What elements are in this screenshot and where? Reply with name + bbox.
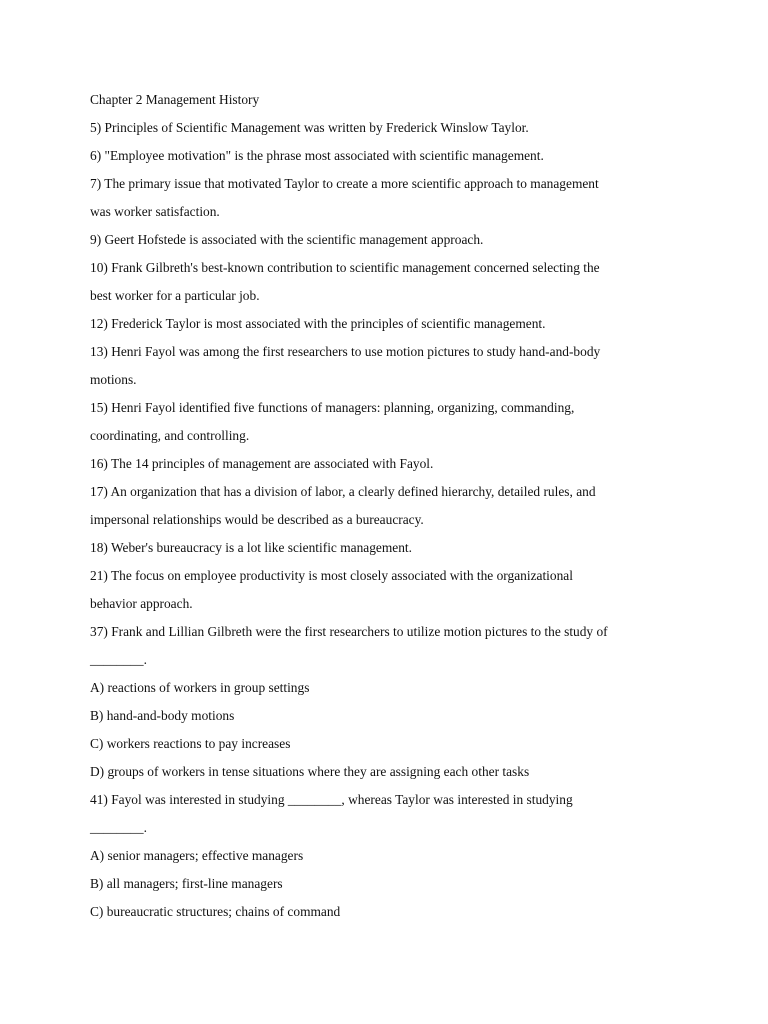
text-line: was worker satisfaction. bbox=[90, 204, 220, 219]
answer-option: C) bureaucratic structures; chains of command bbox=[90, 904, 341, 919]
text-line: best worker for a particular job. bbox=[90, 288, 260, 303]
text-line: ________. bbox=[90, 820, 147, 835]
text-line: 7) The primary issue that motivated Taylor to create a more scientific approach to management bbox=[90, 176, 599, 191]
text-line: behavior approach. bbox=[90, 596, 193, 611]
answer-option: B) hand-and-body motions bbox=[90, 708, 235, 723]
text-line: 10) Frank Gilbreth's best-known contribution to scientific management concerned selecting the bbox=[90, 260, 600, 275]
answer-option: A) senior managers; effective managers bbox=[90, 848, 304, 863]
text-line: 9) Geert Hofstede is associated with the scientific management approach. bbox=[90, 232, 484, 247]
page-title: Chapter 2 Management History bbox=[90, 92, 260, 107]
text-line: 15) Henri Fayol identified five functions of managers: planning, organizing, commanding, bbox=[90, 400, 575, 415]
text-line: ________. bbox=[90, 652, 147, 667]
text-line: coordinating, and controlling. bbox=[90, 428, 250, 443]
text-line: 13) Henri Fayol was among the first researchers to use motion pictures to study hand-and-body bbox=[90, 344, 601, 359]
text-line: 6) "Employee motivation" is the phrase most associated with scientific management. bbox=[90, 148, 544, 163]
text-line: 5) Principles of Scientific Management was written by Frederick Winslow Taylor. bbox=[90, 120, 529, 135]
text-line: 17) An organization that has a division of labor, a clearly defined hierarchy, detailed rules, and bbox=[90, 484, 596, 499]
text-line: motions. bbox=[90, 372, 137, 387]
answer-option: C) workers reactions to pay increases bbox=[90, 736, 291, 751]
text-line: 16) The 14 principles of management are associated with Fayol. bbox=[90, 456, 434, 471]
document-page bbox=[90, 86, 690, 926]
text-line: 18) Weber's bureaucracy is a lot like scientific management. bbox=[90, 540, 412, 555]
text-line: 37) Frank and Lillian Gilbreth were the first researchers to utilize motion pictures to the study of bbox=[90, 624, 608, 639]
text-line: 12) Frederick Taylor is most associated with the principles of scientific management. bbox=[90, 316, 546, 331]
text-line: 41) Fayol was interested in studying ________, whereas Taylor was interested in studying bbox=[90, 792, 573, 807]
text-line: 21) The focus on employee productivity is most closely associated with the organizational bbox=[90, 568, 573, 583]
answer-option: A) reactions of workers in group settings bbox=[90, 680, 310, 695]
answer-option: B) all managers; first-line managers bbox=[90, 876, 283, 891]
text-line: impersonal relationships would be described as a bureaucracy. bbox=[90, 512, 424, 527]
answer-option: D) groups of workers in tense situations where they are assigning each other tasks bbox=[90, 764, 530, 779]
